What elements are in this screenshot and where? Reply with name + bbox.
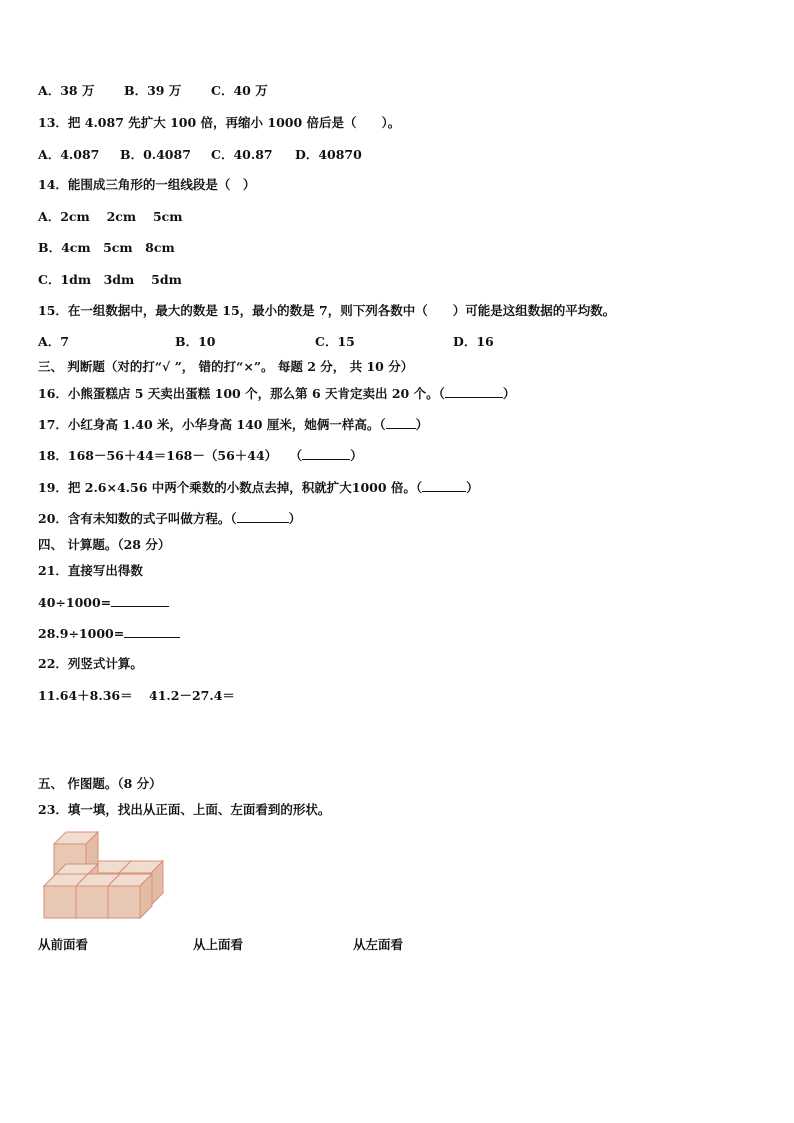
q21-stem: 21．直接写出得数 <box>38 563 143 578</box>
answer-blank[interactable] <box>386 417 416 429</box>
q19 <box>38 480 479 496</box>
close-paren: ） <box>415 417 429 432</box>
cube-front-face <box>44 886 76 918</box>
answer-blank[interactable] <box>111 595 169 607</box>
q20 <box>38 511 301 527</box>
q15-option-a: A．7 <box>38 334 69 349</box>
q13-option-a: A．4.087 <box>38 147 100 162</box>
q14-option-c: C．1dm 3dm 5dm <box>38 272 182 287</box>
cube-front-face <box>108 886 140 918</box>
q14-option-b: B．4cm 5cm 8cm <box>38 240 175 255</box>
section-3-heading: 三、 判断题（对的打“√ ”， 错的打“×”。 每题 2 分， 共 10 分） <box>38 359 414 374</box>
cubes-group <box>44 832 163 918</box>
q13-option-b: B．0.4087 <box>120 147 191 162</box>
answer-blank[interactable] <box>124 626 180 638</box>
q18-text: 18．168－56＋44＝168－（56＋44） （ <box>38 448 303 463</box>
q12-option-b: B．39 万 <box>124 83 182 98</box>
close-paren: ） <box>502 386 516 401</box>
cube-stack-figure <box>40 830 175 922</box>
q20-text: 20．含有未知数的式子叫做方程。（ <box>38 511 237 526</box>
q17 <box>38 417 428 433</box>
q15-option-d: D．16 <box>453 334 494 349</box>
q21-item-1: 40÷1000= <box>38 595 169 611</box>
q14-stem: 14．能围成三角形的一组线段是（ ） <box>38 177 256 192</box>
close-paren: ） <box>466 480 479 495</box>
q13-option-d: D．40870 <box>295 147 362 162</box>
q22-stem: 22．列竖式计算。 <box>38 656 143 671</box>
q21-item-2: 28.9÷1000= <box>38 626 180 642</box>
q18 <box>38 448 363 464</box>
q17-text: 17．小红身高 1.40 米，小华身高 140 厘米，她俩一样高。（ <box>38 417 386 432</box>
close-paren: ） <box>288 511 302 526</box>
q12-option-a: A．38 万 <box>38 83 95 98</box>
section-4-heading: 四、 计算题。（28 分） <box>38 537 171 552</box>
answer-blank[interactable] <box>302 448 350 460</box>
q22-item-1: 11.64＋8.36＝ <box>38 688 133 703</box>
view-front-label: 从前面看 <box>38 937 89 952</box>
close-paren: ） <box>350 448 363 463</box>
answer-blank[interactable] <box>237 511 289 523</box>
q12-option-c: C．40 万 <box>211 83 268 98</box>
q14-option-a: A．2cm 2cm 5cm <box>38 209 183 224</box>
view-top-label: 从上面看 <box>193 937 244 952</box>
q23-stem: 23．填一填，找出从正面、上面、左面看到的形状。 <box>38 802 331 817</box>
q15-option-b: B．10 <box>175 334 216 349</box>
section-5-heading: 五、 作图题。（8 分） <box>38 776 162 791</box>
q16 <box>38 386 515 402</box>
q15-option-c: C．15 <box>315 334 355 349</box>
view-left-label: 从左面看 <box>353 937 404 952</box>
answer-blank[interactable] <box>445 386 503 398</box>
cube-front-right-over <box>108 874 152 918</box>
q22-item-2: 41.2－27.4＝ <box>149 688 235 703</box>
q13-option-c: C．40.87 <box>211 147 273 162</box>
cube-front-face <box>76 886 108 918</box>
q13-stem: 13．把 4.087 先扩大 100 倍，再缩小 1000 倍后是（ ）。 <box>38 115 401 130</box>
answer-blank[interactable] <box>422 480 466 492</box>
q16-text: 16．小熊蛋糕店 5 天卖出蛋糕 100 个，那么第 6 天肯定卖出 20 个。（ <box>38 386 445 401</box>
q19-text: 19．把 2.6×4.56 中两个乘数的小数点去掉，积就扩大1000 倍。（ <box>38 480 423 495</box>
q15-stem: 15．在一组数据中，最大的数是 15，最小的数是 7，则下列各数中（ ）可能是这组数据的平均数。 <box>38 303 616 318</box>
